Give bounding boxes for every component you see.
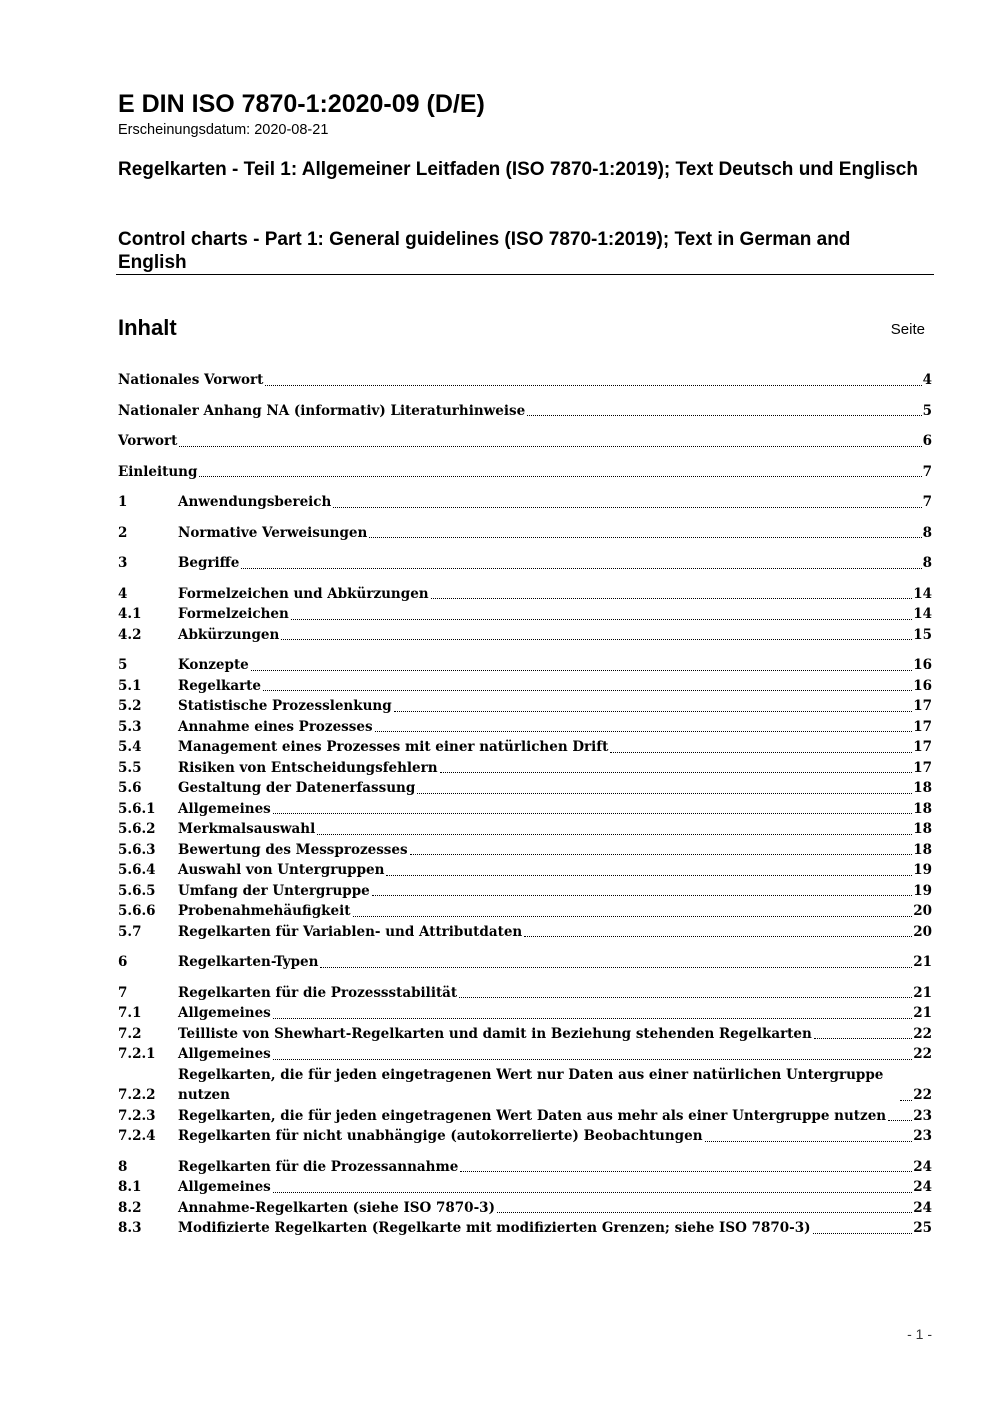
toc-entry[interactable] <box>118 401 932 422</box>
toc-entry-page: 16 <box>913 657 932 673</box>
toc-entry-number: 8 <box>118 1158 128 1175</box>
toc-entry-title-wrap <box>178 1198 913 1219</box>
toc-dot-leader <box>241 568 921 569</box>
toc-entry-title-wrap <box>178 881 913 902</box>
toc-entry-page: 21 <box>913 1005 932 1021</box>
toc-dot-leader <box>459 997 912 998</box>
toc-entry-page: 19 <box>913 862 932 878</box>
toc-entry-number: 5.6 <box>118 780 142 796</box>
toc-dot-leader <box>353 916 913 917</box>
toc-entry-page: 5 <box>922 402 932 419</box>
toc-heading: Inhalt <box>118 315 177 340</box>
toc-dot-leader <box>410 854 913 855</box>
toc-entry[interactable] <box>118 1044 932 1065</box>
toc-entry-title-wrap <box>178 758 913 779</box>
toc-entry-number: 8.2 <box>118 1199 142 1216</box>
toc-entry-title-wrap <box>178 819 913 840</box>
toc-entry-page: 23 <box>913 1107 932 1124</box>
toc-dot-leader <box>460 1171 912 1172</box>
toc-entry-number: 5.6.3 <box>118 841 156 858</box>
toc-entry[interactable] <box>118 625 932 646</box>
toc-dot-leader <box>263 690 912 691</box>
toc-entry-number: 5.6.5 <box>118 882 156 899</box>
toc-entry-title: Normative Verweisungen <box>178 524 368 541</box>
toc-entry-page: 17 <box>913 698 932 714</box>
toc-page-column-label: Seite <box>890 321 925 338</box>
toc-entry-number: 8.3 <box>118 1220 142 1236</box>
toc-entry-number: 4 <box>118 585 128 602</box>
toc-entry-title-wrap <box>178 1177 913 1198</box>
toc-entry-title: Regelkarten, die für jeden eingetragenen Wert nur Daten aus einer natürlichen Untergruppe nutzen <box>178 1066 884 1103</box>
toc-entry-title: Allgemeines <box>178 800 271 817</box>
toc-entry-number: 5.6.4 <box>118 862 156 878</box>
toc-entry[interactable] <box>118 952 932 973</box>
toc-entry[interactable] <box>118 901 932 922</box>
toc-entry-page: 7 <box>922 463 932 480</box>
toc-dot-leader <box>527 415 921 416</box>
toc-entry-number: 5.6.1 <box>118 800 156 817</box>
toc-entry-title-wrap <box>178 1024 913 1045</box>
toc-entry-number: 4.2 <box>118 626 142 643</box>
toc-entry[interactable] <box>118 370 932 391</box>
toc-entry[interactable] <box>118 1106 932 1127</box>
toc-dot-leader <box>273 1018 912 1019</box>
toc-entry-number: 1 <box>118 494 128 510</box>
toc-entry-number: 3 <box>118 555 128 571</box>
title-german: Regelkarten - Teil 1: Allgemeiner Leitfaden (ISO 7870-1:2019); Text Deutsch und Englisch <box>118 159 918 180</box>
toc-entry-title: Probenahmehäufigkeit <box>178 903 351 919</box>
toc-entry-title: Auswahl von Untergruppen <box>178 862 385 878</box>
toc-entry-page: 18 <box>913 841 932 858</box>
toc-entry-title: Formelzeichen und Abkürzungen <box>178 585 429 602</box>
toc-dot-leader <box>386 875 912 876</box>
toc-entry-page: 8 <box>922 524 932 541</box>
toc-dot-leader <box>265 385 921 386</box>
toc-entry-title: Regelkarten für nicht unabhängige (autokorrelierte) Beobachtungen <box>178 1128 703 1144</box>
toc-entry-page: 4 <box>922 372 932 388</box>
publication-date: Erscheinungsdatum: 2020-08-21 <box>118 122 329 138</box>
document-id: E DIN ISO 7870-1:2020-09 (D/E) <box>118 90 485 118</box>
toc-entry-title: Regelkarten für Variablen- und Attributdaten <box>178 923 523 940</box>
toc-entry-title: Statistische Prozesslenkung <box>178 698 392 714</box>
toc-entry-number: 7.2.4 <box>118 1128 156 1144</box>
toc-entry-title-wrap <box>178 1003 913 1024</box>
toc-entry-title-wrap <box>178 1106 913 1127</box>
toc-entry[interactable] <box>118 676 932 697</box>
toc-entry[interactable] <box>118 655 932 676</box>
toc-entry-title: Annahme-Regelkarten (siehe ISO 7870-3) <box>178 1199 495 1216</box>
toc-entry-title: Allgemeines <box>178 1046 271 1062</box>
toc-dot-leader <box>273 1192 912 1193</box>
toc-entry-page: 14 <box>913 585 932 602</box>
toc-entry-title-wrap <box>178 1157 913 1178</box>
toc-entry-page: 14 <box>913 606 932 622</box>
toc-entry-page: 18 <box>913 780 932 796</box>
toc-entry-number: 5.2 <box>118 698 142 714</box>
toc-entry-number: 8.1 <box>118 1179 142 1195</box>
toc-entry-number: 6 <box>118 954 128 970</box>
toc-entry-page: 23 <box>913 1128 932 1144</box>
toc-entry-title: Abkürzungen <box>178 626 280 643</box>
toc-entry-page: 24 <box>913 1158 932 1175</box>
toc-entry[interactable] <box>118 553 932 574</box>
header-divider <box>116 274 934 275</box>
toc-entry-number: 7.1 <box>118 1005 142 1021</box>
toc-dot-leader <box>281 639 912 640</box>
toc-entry-number: 7.2.3 <box>118 1107 156 1124</box>
footer-page-number: - 1 - <box>907 1326 932 1342</box>
toc-entry-title: Umfang der Untergruppe <box>178 882 370 899</box>
toc-entry-title-wrap <box>178 1044 913 1065</box>
toc-entry-page: 17 <box>913 739 932 755</box>
toc-entry[interactable] <box>118 1218 932 1239</box>
toc-dot-leader <box>320 967 912 968</box>
toc-entry-title-wrap <box>178 717 913 738</box>
toc-entry-title-wrap <box>178 737 913 758</box>
toc-entry-title: Einleitung <box>118 463 198 480</box>
toc-entry[interactable] <box>118 778 932 799</box>
toc-dot-leader <box>610 752 912 753</box>
toc-entry[interactable] <box>118 1065 932 1106</box>
toc-dot-leader <box>372 895 912 896</box>
toc-entry-title-wrap <box>118 370 923 391</box>
toc-entry-title-wrap <box>178 922 913 943</box>
toc-entry-page: 24 <box>913 1199 932 1216</box>
toc-entry-title-wrap <box>178 901 913 922</box>
toc-entry[interactable] <box>118 758 932 779</box>
toc-entry[interactable] <box>118 840 932 861</box>
toc-entry[interactable] <box>118 737 932 758</box>
toc-entry-title-wrap <box>178 655 913 676</box>
toc-entry-page: 22 <box>913 1046 932 1062</box>
toc-entry-title: Annahme eines Prozesses <box>178 718 373 735</box>
toc-entry-page: 21 <box>913 984 932 1001</box>
toc-entry-number: 7.2 <box>118 1025 142 1042</box>
toc-entry-title-wrap <box>178 860 913 881</box>
toc-entry-title-wrap <box>118 401 923 422</box>
toc-entry-title-wrap <box>118 462 923 483</box>
toc-entry-number: 4.1 <box>118 606 142 622</box>
toc-entry-title-wrap <box>178 778 913 799</box>
toc-entry-number: 7.2.1 <box>118 1046 156 1062</box>
toc-dot-leader <box>333 507 921 508</box>
toc-entry-title: Formelzeichen <box>178 606 289 622</box>
toc-entry[interactable] <box>118 922 932 943</box>
toc-entry-page: 17 <box>913 718 932 735</box>
toc-entry-page: 6 <box>922 433 932 449</box>
toc-entry-title-wrap <box>178 952 913 973</box>
toc-entry-number: 5 <box>118 657 128 673</box>
toc-dot-leader <box>431 598 913 599</box>
toc-entry-number: 5.6.6 <box>118 903 156 919</box>
toc-entry[interactable] <box>118 1177 932 1198</box>
toc-entry-title: Modifizierte Regelkarten (Regelkarte mit modifizierten Grenzen; siehe ISO 7870-3) <box>178 1220 811 1236</box>
toc-entry[interactable] <box>118 983 932 1004</box>
toc-entry-page: 17 <box>913 759 932 776</box>
toc-entry-title: Regelkarten für die Prozessstabilität <box>178 984 458 1001</box>
toc-entry[interactable] <box>118 1003 932 1024</box>
toc-entry-title-wrap <box>178 1126 913 1147</box>
toc-entry-title: Risiken von Entscheidungsfehlern <box>178 759 438 776</box>
toc-entry-title-wrap <box>178 523 923 544</box>
toc-entry-number: 7 <box>118 984 128 1001</box>
toc-dot-leader <box>705 1141 913 1142</box>
toc-dot-leader <box>199 476 921 477</box>
toc-dot-leader <box>369 537 921 538</box>
toc-entry-title: Anwendungsbereich <box>178 494 332 510</box>
toc-entry-title: Konzepte <box>178 657 249 673</box>
toc-dot-leader <box>524 936 912 937</box>
toc-entry-page: 15 <box>913 626 932 643</box>
toc-entry-title-wrap <box>178 584 913 605</box>
toc-entry-number: 5.6.2 <box>118 821 156 837</box>
toc-entry-title: Gestaltung der Datenerfassung <box>178 780 416 796</box>
toc-entry[interactable] <box>118 696 932 717</box>
toc-entry[interactable] <box>118 462 932 483</box>
toc-entry[interactable] <box>118 523 932 544</box>
toc-entry-number: 2 <box>118 524 128 541</box>
toc-entry[interactable] <box>118 1126 932 1147</box>
toc-dot-leader <box>888 1120 912 1121</box>
toc-entry-number: 5.5 <box>118 759 142 776</box>
toc-entry-title: Bewertung des Messprozesses <box>178 841 408 858</box>
toc-dot-leader <box>440 772 913 773</box>
toc-entry-page: 19 <box>913 882 932 899</box>
toc-entry-number: 5.7 <box>118 923 142 940</box>
toc-dot-leader <box>813 1233 913 1234</box>
toc-dot-leader <box>291 619 912 620</box>
toc-entry-title: Regelkarten-Typen <box>178 954 319 970</box>
toc-entry-number: 5.4 <box>118 739 142 755</box>
toc-entry-title: Allgemeines <box>178 1179 271 1195</box>
toc-dot-leader <box>251 670 912 671</box>
toc-dot-leader <box>394 711 913 712</box>
toc-entry-title: Begriffe <box>178 555 240 571</box>
toc-entry-page: 8 <box>922 555 932 571</box>
toc-dot-leader <box>417 793 912 794</box>
toc-entry[interactable] <box>118 492 932 513</box>
toc-entry-title-wrap <box>178 840 913 861</box>
toc-entry-title-wrap <box>178 696 913 717</box>
toc-entry[interactable] <box>118 799 932 820</box>
toc-entry[interactable] <box>118 819 932 840</box>
toc-entry[interactable] <box>118 860 932 881</box>
toc-entry[interactable] <box>118 881 932 902</box>
toc-entry-title: Teilliste von Shewhart-Regelkarten und damit in Beziehung stehenden Regelkarten <box>178 1025 812 1042</box>
toc-dot-leader <box>273 1059 912 1060</box>
toc-entry-title: Nationaler Anhang NA (informativ) Literaturhinweise <box>118 402 526 419</box>
toc-dot-leader <box>497 1212 912 1213</box>
toc-entry-title: Regelkarten, die für jeden eingetragenen Wert Daten aus mehr als einer Untergruppe nutzen <box>178 1107 887 1124</box>
toc-entry-page: 7 <box>922 494 932 510</box>
toc-entry-title-wrap <box>178 983 913 1004</box>
toc-entry-number: 5.1 <box>118 677 142 694</box>
toc-entry[interactable] <box>118 1024 932 1045</box>
toc-entry-page: 16 <box>913 677 932 694</box>
toc-entry-title-wrap <box>178 1065 913 1106</box>
toc-entry-page: 20 <box>913 903 932 919</box>
toc-entry-page: 24 <box>913 1179 932 1195</box>
toc-entry-page: 20 <box>913 923 932 940</box>
toc-dot-leader <box>179 446 921 447</box>
toc-entry-title-wrap <box>178 553 923 574</box>
table-of-contents <box>118 370 932 1239</box>
toc-entry-title-wrap <box>178 676 913 697</box>
toc-entry[interactable] <box>118 717 932 738</box>
toc-dot-leader <box>273 813 912 814</box>
toc-entry[interactable] <box>118 1157 932 1178</box>
toc-entry-title: Management eines Prozesses mit einer natürlichen Drift <box>178 739 609 755</box>
toc-entry-number: 5.3 <box>118 718 142 735</box>
toc-entry-page: 18 <box>913 821 932 837</box>
toc-dot-leader <box>317 834 912 835</box>
toc-entry-page: 18 <box>913 800 932 817</box>
toc-entry-number: 7.2.2 <box>118 1087 156 1103</box>
title-english: Control charts - Part 1: General guidelines (ISO 7870-1:2019); Text in German and English <box>118 229 851 273</box>
toc-entry[interactable] <box>118 604 932 625</box>
toc-entry-title-wrap <box>178 625 913 646</box>
toc-entry-title-wrap <box>178 604 913 625</box>
toc-entry-title-wrap <box>178 492 923 513</box>
toc-entry-title-wrap <box>118 431 923 452</box>
toc-entry[interactable] <box>118 431 932 452</box>
toc-entry-title: Merkmalsauswahl <box>178 821 316 837</box>
toc-entry-title: Regelkarten für die Prozessannahme <box>178 1158 459 1175</box>
toc-dot-leader <box>375 731 913 732</box>
toc-entry-page: 22 <box>913 1025 932 1042</box>
toc-entry-page: 25 <box>913 1220 932 1236</box>
toc-dot-leader <box>900 1100 912 1101</box>
toc-entry-page: 21 <box>913 954 932 970</box>
toc-entry-title-wrap <box>178 799 913 820</box>
toc-entry[interactable] <box>118 584 932 605</box>
toc-entry-title: Vorwort <box>118 433 178 449</box>
toc-entry-title: Allgemeines <box>178 1005 271 1021</box>
toc-entry-title-wrap <box>178 1218 913 1239</box>
toc-entry-title: Nationales Vorwort <box>118 372 264 388</box>
toc-dot-leader <box>814 1038 912 1039</box>
toc-entry-title: Regelkarte <box>178 677 262 694</box>
toc-entry-page: 22 <box>913 1087 932 1103</box>
toc-entry[interactable] <box>118 1198 932 1219</box>
